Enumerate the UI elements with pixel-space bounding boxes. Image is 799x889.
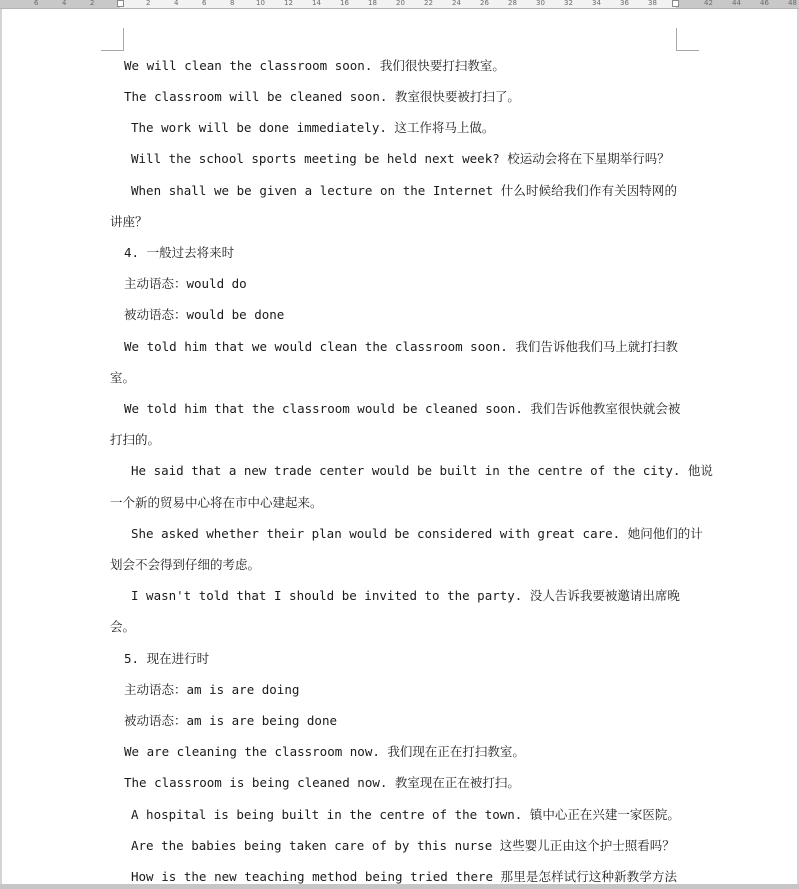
text-line[interactable]: A hospital is being built in the centre of the town. 镇中心正在兴建一家医院。: [131, 807, 680, 822]
ruler-tick: 14: [312, 0, 321, 7]
ruler-tick: 38: [648, 0, 657, 7]
text-line[interactable]: 室。: [110, 370, 136, 385]
text-line[interactable]: We are cleaning the classroom now. 我们现在正在打扫教室。: [124, 744, 525, 759]
ruler-tick: 42: [704, 0, 713, 7]
ruler-tick: 4: [174, 0, 179, 7]
ruler-tick: 20: [396, 0, 405, 7]
text-line[interactable]: The classroom will be cleaned soon. 教室很快要被打扫了。: [124, 89, 520, 104]
ruler-tick: 46: [760, 0, 769, 7]
text-line[interactable]: The work will be done immediately. 这工作将马上做。: [131, 120, 495, 135]
text-line[interactable]: 主动语态：would do: [124, 276, 247, 291]
page-gap: [0, 884, 799, 889]
ruler-tick: 22: [424, 0, 433, 7]
text-line[interactable]: We told him that the classroom would be cleaned soon. 我们告诉他教室很快就会被: [124, 401, 681, 416]
ruler-tick: 18: [368, 0, 377, 7]
section-heading[interactable]: 5. 现在进行时: [124, 651, 210, 666]
margin-corner-top-left: [101, 28, 124, 51]
right-indent-marker[interactable]: [672, 0, 679, 7]
ruler-tick: 30: [536, 0, 545, 7]
document-page[interactable]: [2, 9, 797, 884]
text-line[interactable]: 讲座？: [110, 214, 148, 229]
text-line[interactable]: How is the new teaching method being tried there 那里是怎样试行这种新教学方法: [131, 869, 677, 884]
ruler-tick: 12: [284, 0, 293, 7]
text-line[interactable]: Will the school sports meeting be held next week? 校运动会将在下星期举行吗？: [131, 151, 670, 166]
ruler-tick: 28: [508, 0, 517, 7]
text-line[interactable]: I wasn't told that I should be invited to the party. 没人告诉我要被邀请出席晚: [131, 588, 680, 603]
text-line[interactable]: 一个新的贸易中心将在市中心建起来。: [110, 495, 323, 510]
text-line[interactable]: Are the babies being taken care of by this nurse 这些婴儿正由这个护士照看吗？: [131, 838, 675, 853]
ruler-tick: 48: [788, 0, 797, 7]
ruler-tick: 2: [90, 0, 95, 7]
ruler-tick: 4: [62, 0, 67, 7]
ruler-tick: 10: [256, 0, 265, 7]
ruler-tick: 6: [34, 0, 39, 7]
section-heading[interactable]: 4. 一般过去将来时: [124, 245, 235, 260]
ruler-tick: 26: [480, 0, 489, 7]
ruler-tick: 24: [452, 0, 461, 7]
text-line[interactable]: She asked whether their plan would be considered with great care. 她问他们的计: [131, 526, 703, 541]
text-line[interactable]: 划会不会得到仔细的考虑。: [110, 557, 261, 572]
text-line[interactable]: 会。: [110, 619, 136, 634]
text-line[interactable]: When shall we be given a lecture on the Internet 什么时候给我们作有关因特网的: [131, 183, 677, 198]
text-line[interactable]: We told him that we would clean the classroom soon. 我们告诉他我们马上就打扫教: [124, 339, 678, 354]
left-indent-marker[interactable]: [117, 0, 124, 7]
ruler-tick: 44: [732, 0, 741, 7]
text-line[interactable]: 被动语态：am is are being done: [124, 713, 338, 728]
text-line[interactable]: We will clean the classroom soon. 我们很快要打扫教室。: [124, 58, 505, 73]
ruler-tick: 32: [564, 0, 573, 7]
ruler-tick: 16: [340, 0, 349, 7]
margin-corner-top-right: [676, 28, 699, 51]
ruler-tick: 2: [146, 0, 151, 7]
text-line[interactable]: 被动语态：would be done: [124, 307, 285, 322]
ruler-tick: 8: [230, 0, 235, 7]
text-line[interactable]: The classroom is being cleaned now. 教室现在正在被打扫。: [124, 775, 520, 790]
text-line[interactable]: 打扫的。: [110, 432, 161, 447]
ruler-tick: 6: [202, 0, 207, 7]
ruler-tick: 36: [620, 0, 629, 7]
text-line[interactable]: He said that a new trade center would be built in the centre of the city. 他说: [131, 463, 713, 478]
text-line[interactable]: 主动语态：am is are doing: [124, 682, 300, 697]
ruler-tick: 34: [592, 0, 601, 7]
horizontal-ruler[interactable]: [0, 0, 799, 9]
